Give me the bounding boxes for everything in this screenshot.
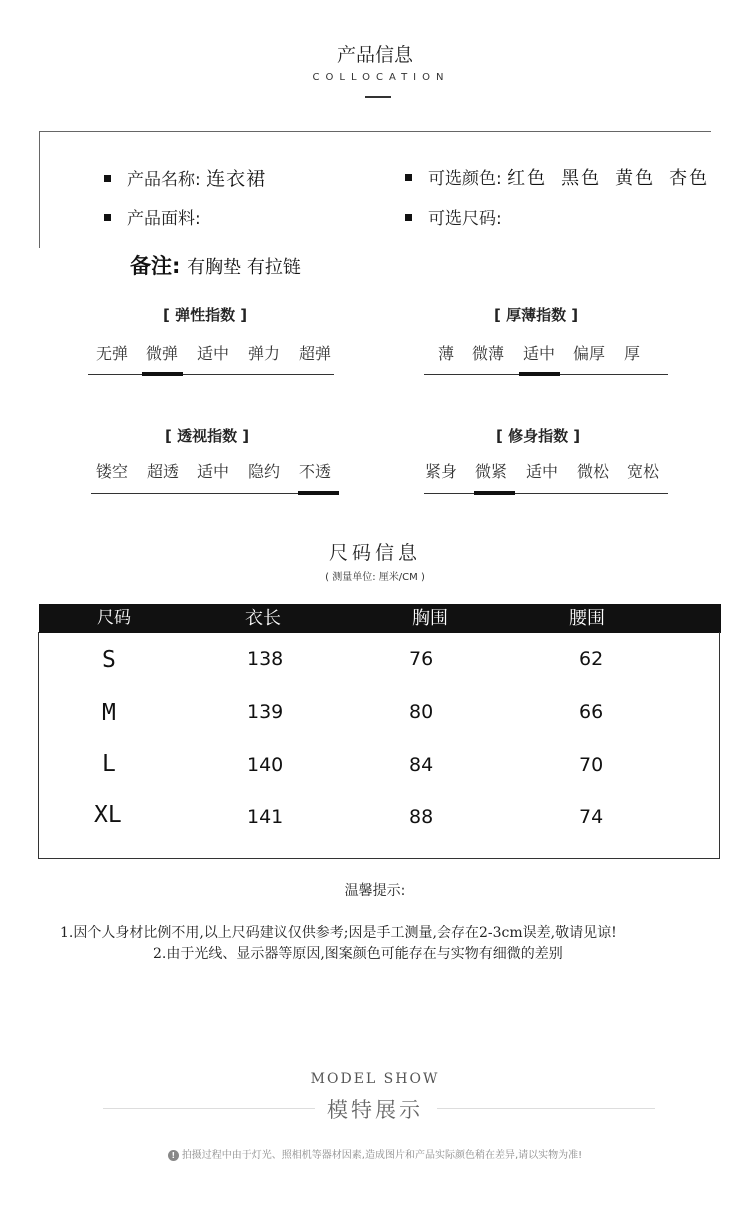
tip-item: 1.因个人身材比例不用,以上尺码建议仅供参考;因是手工测量,会存在2-3cm误差,敬请见谅! bbox=[60, 925, 617, 941]
size-table-header-cell: 衣长 bbox=[245, 608, 281, 629]
elasticity-option-selected: 微弹 bbox=[146, 344, 179, 363]
thickness-option: 微薄 bbox=[472, 344, 505, 363]
product-name-row bbox=[104, 164, 266, 191]
transparency-option: 适中 bbox=[197, 462, 230, 481]
size-cell: XL bbox=[94, 802, 122, 828]
fit-index-options bbox=[425, 459, 675, 481]
elasticity-index-title: [ 弹性指数 ] bbox=[163, 306, 248, 324]
waist-cell: 62 bbox=[579, 648, 604, 670]
model-show-title-en: MODEL SHOW bbox=[310, 1071, 440, 1087]
elasticity-option: 适中 bbox=[197, 344, 230, 363]
thickness-index-options bbox=[438, 341, 658, 363]
transparency-option-selected: 不透 bbox=[299, 462, 332, 481]
size-info-unit: ( 测量单位: 厘米/CM ) bbox=[325, 572, 425, 583]
fit-index-title: [ 修身指数 ] bbox=[496, 427, 581, 445]
elasticity-option: 无弹 bbox=[96, 344, 129, 363]
note-label: 备注: bbox=[130, 254, 181, 278]
note-text: 有胸垫 有拉链 bbox=[187, 257, 301, 278]
transparency-option: 隐约 bbox=[248, 462, 281, 481]
product-name-label: 产品名称: bbox=[127, 170, 201, 190]
transparency-index-marker bbox=[298, 491, 339, 495]
product-colors-row bbox=[405, 164, 709, 190]
thickness-index-title: [ 厚薄指数 ] bbox=[494, 306, 579, 324]
thickness-index-marker bbox=[519, 372, 560, 376]
fit-option: 紧身 bbox=[425, 462, 458, 481]
product-colors-label: 可选颜色: bbox=[428, 169, 502, 189]
size-cell: M bbox=[102, 700, 116, 726]
waist-cell: 66 bbox=[579, 701, 604, 723]
transparency-index-options bbox=[96, 459, 346, 481]
exclamation-icon: ! bbox=[168, 1150, 179, 1161]
photo-disclaimer bbox=[0, 1146, 750, 1161]
thickness-option: 薄 bbox=[438, 344, 455, 363]
size-table-body bbox=[38, 632, 720, 859]
color-option: 黑色 bbox=[561, 168, 602, 189]
fit-option: 微松 bbox=[577, 462, 610, 481]
waist-cell: 74 bbox=[579, 806, 604, 828]
bust-cell: 84 bbox=[409, 754, 434, 776]
length-cell: 138 bbox=[247, 648, 284, 670]
transparency-option: 超透 bbox=[147, 462, 180, 481]
bust-cell: 88 bbox=[409, 806, 434, 828]
fit-option: 适中 bbox=[526, 462, 559, 481]
fit-option-selected: 微紧 bbox=[475, 462, 508, 481]
divider-right bbox=[437, 1108, 655, 1109]
size-table-header-cell: 腰围 bbox=[569, 608, 605, 629]
transparency-index-title: [ 透视指数 ] bbox=[165, 427, 250, 445]
bullet-icon bbox=[104, 175, 111, 182]
color-option: 黄色 bbox=[615, 168, 656, 189]
tips-title: 温馨提示: bbox=[344, 883, 406, 899]
tip-item: 2.由于光线、显示器等原因,图案颜色可能存在与实物有细微的差别 bbox=[153, 946, 563, 962]
size-info-title: 尺码信息 bbox=[328, 542, 421, 564]
thickness-option-selected: 适中 bbox=[523, 344, 556, 363]
section-title-product-info: 产品信息 bbox=[336, 44, 413, 66]
size-cell: S bbox=[102, 647, 116, 673]
bust-cell: 76 bbox=[409, 648, 434, 670]
length-cell: 139 bbox=[247, 701, 284, 723]
product-sizes-label: 可选尺码: bbox=[428, 209, 502, 229]
elasticity-option: 弹力 bbox=[248, 344, 281, 363]
bullet-icon bbox=[104, 214, 111, 221]
note-row bbox=[130, 250, 301, 280]
product-fabric-row bbox=[104, 204, 201, 229]
elasticity-option: 超弹 bbox=[299, 344, 332, 363]
title-underline bbox=[365, 96, 391, 98]
color-option: 红色 bbox=[507, 168, 548, 189]
fit-option: 宽松 bbox=[627, 462, 660, 481]
size-table-header-cell: 尺码 bbox=[97, 608, 131, 628]
waist-cell: 70 bbox=[579, 754, 604, 776]
info-box-left-border bbox=[39, 131, 40, 248]
section-subtitle-collocation: COLLOCATION bbox=[312, 72, 450, 83]
length-cell: 141 bbox=[247, 806, 284, 828]
thickness-option: 厚 bbox=[624, 344, 641, 363]
length-cell: 140 bbox=[247, 754, 284, 776]
bullet-icon bbox=[405, 214, 412, 221]
transparency-option: 镂空 bbox=[96, 462, 129, 481]
color-option: 杏色 bbox=[669, 168, 710, 189]
product-sizes-row bbox=[405, 204, 502, 229]
product-fabric-label: 产品面料: bbox=[127, 209, 201, 229]
product-name-value: 连衣裙 bbox=[206, 168, 267, 190]
thickness-option: 偏厚 bbox=[573, 344, 606, 363]
fit-index-scale bbox=[424, 493, 668, 494]
disclaimer-text: 拍摄过程中由于灯光、照相机等器材因素,造成图片和产品实际颜色稍在差异,请以实物为准! bbox=[181, 1150, 583, 1161]
bullet-icon bbox=[405, 174, 412, 181]
info-box-top-border bbox=[39, 131, 711, 132]
elasticity-index-options bbox=[96, 341, 346, 363]
size-table-header bbox=[39, 604, 721, 633]
model-show-title-cn: 模特展示 bbox=[327, 1098, 423, 1122]
bust-cell: 80 bbox=[409, 701, 434, 723]
elasticity-index-scale bbox=[88, 374, 334, 375]
elasticity-index-marker bbox=[142, 372, 183, 376]
size-cell: L bbox=[102, 751, 116, 777]
size-table-header-cell: 胸围 bbox=[412, 608, 448, 629]
fit-index-marker bbox=[474, 491, 515, 495]
